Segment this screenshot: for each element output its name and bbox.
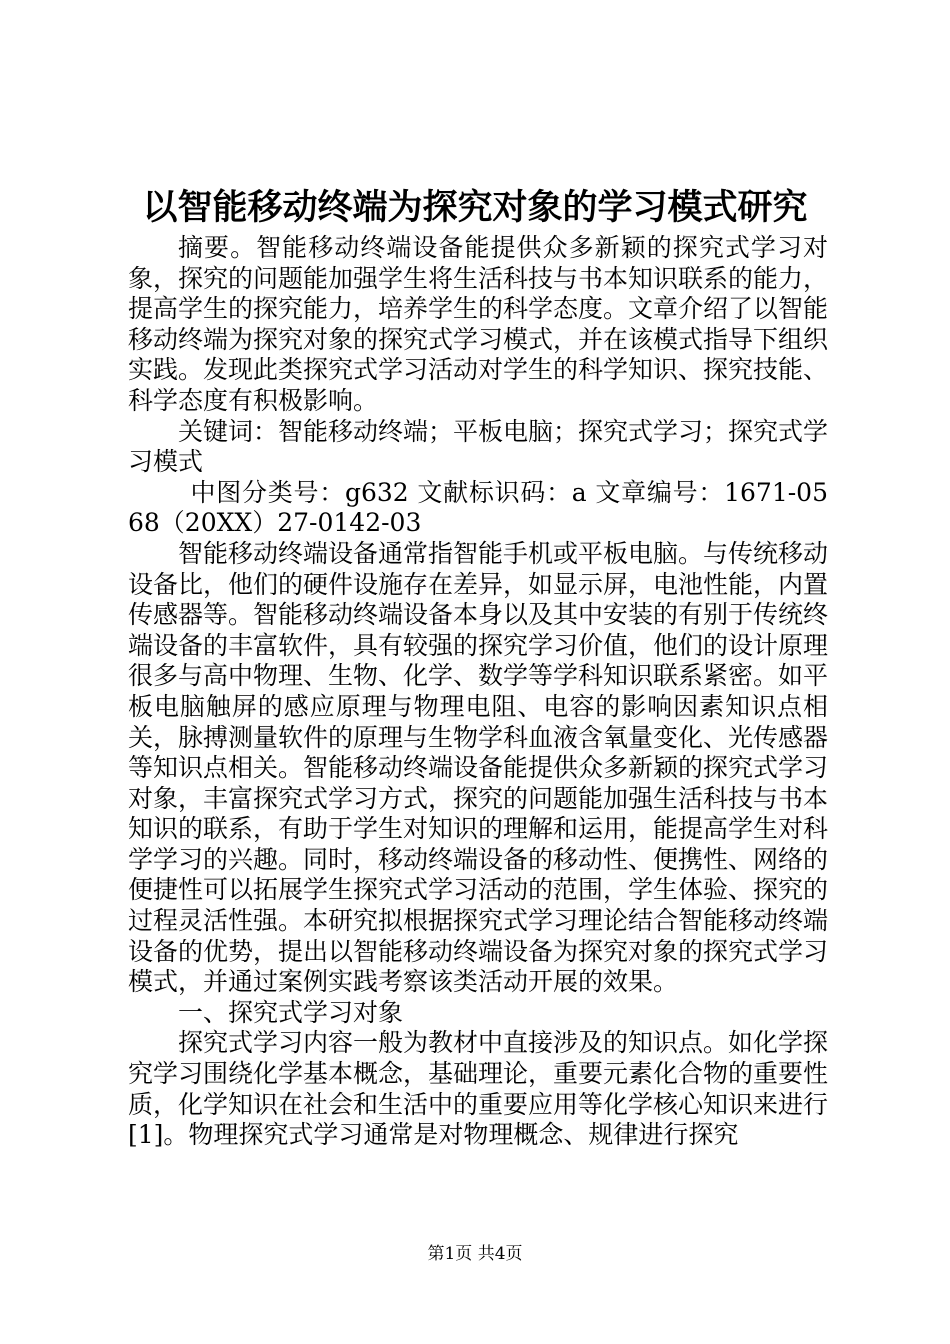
document-title: 以智能移动终端为探究对象的学习模式研究	[142, 187, 808, 228]
keywords-paragraph: 关键词：智能移动终端；平板电脑；探究式学习；探究式学习模式	[128, 416, 829, 477]
page-footer: 第1页 共4页	[427, 1244, 523, 1264]
classification-paragraph: 中图分类号：g632 文献标识码：a 文章编号：1671-0568（20XX）27-0142-03	[128, 477, 828, 538]
section-heading: 一、探究式学习对象	[178, 997, 404, 1027]
abstract-paragraph: 摘要。智能移动终端设备能提供众多新颖的探究式学习对象，探究的问题能加强学生将生活科技与书本知识联系的能力，提高学生的探究能力，培养学生的科学态度。文章介绍了以智能移动终端为探究对象的探究式学习模式，并在该模式指导下组织实践。发现此类探究式学习活动对学生的科学知识、探究技能、科学态度有积极影响。	[128, 233, 829, 415]
section-paragraph: 探究式学习内容一般为教材中直接涉及的知识点。如化学探究学习围绕化学基本概念，基础理论，重要元素化合物的重要性质，化学知识在社会和生活中的重要应用等化学核心知识来进行[1]。物理探究式学习通常是对物理概念、规律进行探究	[128, 1028, 829, 1150]
introduction-paragraph: 智能移动终端设备通常指智能手机或平板电脑。与传统移动设备比，他们的硬件设施存在差异，如显示屏，电池性能，内置传感器等。智能移动终端设备本身以及其中安装的有别于传统终端设备的丰富软件，具有较强的探究学习价值，他们的设计原理很多与高中物理、生物、化学、数学等学科知识联系紧密。如平板电脑触屏的感应原理与物理电阻、电容的影响因素知识点相关，脉搏测量软件的原理与生物学科血液含氧量变化、光传感器等知识点相关。智能移动终端设备能提供众多新颖的探究式学习对象，丰富探究式学习方式，探究的问题能加强生活科技与书本知识的联系，有助于学生对知识的理解和运用，能提高学生对科学学习的兴趣。同时，移动终端设备的移动性、便携性、网络的便捷性可以拓展学生探究式学习活动的范围，学生体验、探究的过程灵活性强。本研究拟根据探究式学习理论结合智能移动终端设备的优势，提出以智能移动终端设备为探究对象的探究式学习模式，并通过案例实践考察该类活动开展的效果。	[128, 538, 829, 997]
document-body	[128, 233, 828, 1151]
